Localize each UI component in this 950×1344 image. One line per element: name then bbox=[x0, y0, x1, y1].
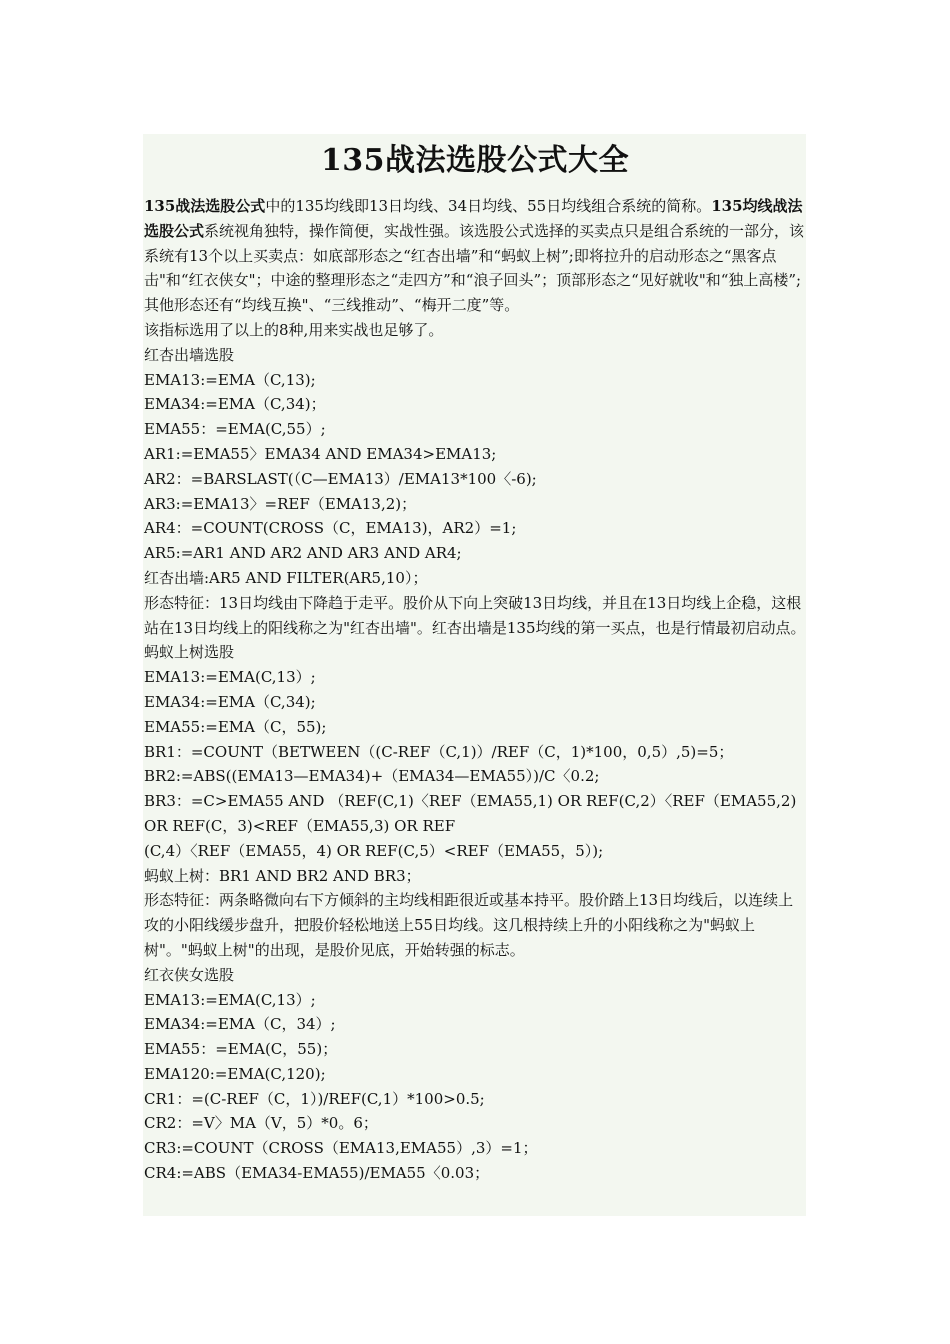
formula-line: EMA34:=EMA（C,34); bbox=[144, 692, 316, 711]
formula-line: AR1:=EMA55〉EMA34 AND EMA34>EMA13; bbox=[144, 444, 497, 463]
intro-paragraph bbox=[144, 194, 806, 318]
formula-line: AR4：=COUNT(CROSS（C，EMA13)，AR2）=1; bbox=[144, 519, 517, 538]
formula-line: BR2:=ABS((EMA13—EMA34)+（EMA34—EMA55）)/C〈0.2; bbox=[144, 767, 600, 786]
formula-line: CR2：=V〉MA（V，5）*0。6； bbox=[144, 1114, 378, 1133]
formula-line: AR5:=AR1 AND AR2 AND AR3 AND AR4; bbox=[144, 544, 462, 563]
formula-line: 红杏出墙:AR5 AND FILTER(AR5,10）； bbox=[144, 568, 428, 587]
feature-description-hongxing: 形态特征：13日均线由下降趋于走平。股价从下向上突破13日均线，并且在13日均线上企稳，这根站在13日均线上的阳线称之为"红杏出墙"。红杏出墙是135均线的第一买点，也是行情最初启动点。 bbox=[144, 593, 806, 637]
formula-line: BR1：=COUNT（BETWEEN（(C-REF（C,1)）/REF（C，1)*100，0,5）,5)=5； bbox=[144, 742, 734, 761]
intro-text-2: 系统视角独特，操作简便，实战性强。该选股公式选择的买卖点只是组合系统的一部分，该系统有13个以上买卖点：如底部形态之“红杏出墙”和“蚂蚁上树”;即将拉升的启动形态之“黑客点击"和“红衣侠女"；中途的整理形态之“走四方”和“浪子回头”；顶部形态之“见好就收"和“独上高楼”;其他形态还有“均线互换"、“三线推动”、“梅开二度”等。 bbox=[144, 221, 805, 315]
formula-line: EMA13:=EMA(C,13）; bbox=[144, 990, 316, 1009]
formula-line: EMA55：=EMA(C,55）; bbox=[144, 420, 326, 439]
formula-line: EMA13:=EMA(C,13）; bbox=[144, 668, 316, 687]
formula-line: AR2：=BARSLAST(（C—EMA13）/EMA13*100〈-6); bbox=[144, 469, 537, 488]
formula-line: EMA13:=EMA（C,13); bbox=[144, 370, 316, 389]
section-heading-mayi: 蚂蚁上树选股 bbox=[144, 643, 235, 662]
formula-line: 蚂蚁上树：BR1 AND BR2 AND BR3； bbox=[144, 866, 421, 885]
formula-line: EMA34:=EMA（C，34）; bbox=[144, 1015, 336, 1034]
formula-line: CR1：=(C-REF（C，1）)/REF(C,1）*100>0.5; bbox=[144, 1089, 485, 1108]
intro-bold-2: 135均线战法选股公式 bbox=[144, 197, 803, 240]
formula-line-br3-cont: (C,4）〈REF（EMA55，4) OR REF(C,5）<REF（EMA55，5）); bbox=[144, 841, 604, 860]
formula-line-br3: BR3：=C>EMA55 AND （REF(C,1)〈REF（EMA55,1) OR REF(C,2）〈REF（EMA55,2) OR REF(C，3)<REF（EMA55,3) OR REF bbox=[144, 792, 797, 835]
formula-line: EMA55:=EMA（C，55); bbox=[144, 717, 327, 736]
intro-bold-1: 135战法选股公式 bbox=[144, 197, 266, 215]
formula-line: CR4:=ABS（EMA34-EMA55)/EMA55〈0.03； bbox=[144, 1164, 490, 1183]
formula-line: EMA120:=EMA(C,120); bbox=[144, 1064, 326, 1083]
section-heading-hongyi: 红衣侠女选股 bbox=[144, 965, 235, 984]
formula-line: CR3:=COUNT（CROSS（EMA13,EMA55）,3）=1； bbox=[144, 1139, 538, 1158]
feature-description-mayi: 形态特征：两条略微向右下方倾斜的主均线相距很近或基本持平。股价踏上13日均线后，以连续上攻的小阳线缓步盘升，把股价轻松地送上55日均线。这几根持续上升的小阳线称之为"蚂蚁上树"。"蚂蚁上树"的出现，是股价见底，开始转强的标志。 bbox=[144, 891, 794, 959]
intro-closing: 该指标选用了以上的8种,用来实战也足够了。 bbox=[144, 320, 444, 339]
formula-line: EMA34:=EMA（C,34)； bbox=[144, 395, 326, 414]
intro-text-1: 中的135均线即13日均线、34日均线、55日均线组合系统的简称。 bbox=[265, 197, 712, 215]
section-heading-hongxing: 红杏出墙选股 bbox=[144, 345, 235, 364]
formula-line: EMA55：=EMA(C，55)； bbox=[144, 1040, 338, 1059]
document-body bbox=[144, 136, 806, 1186]
formula-line: AR3:=EMA13〉=REF（EMA13,2)； bbox=[144, 494, 417, 513]
document-title: 135战法选股公式大全 bbox=[320, 143, 630, 178]
